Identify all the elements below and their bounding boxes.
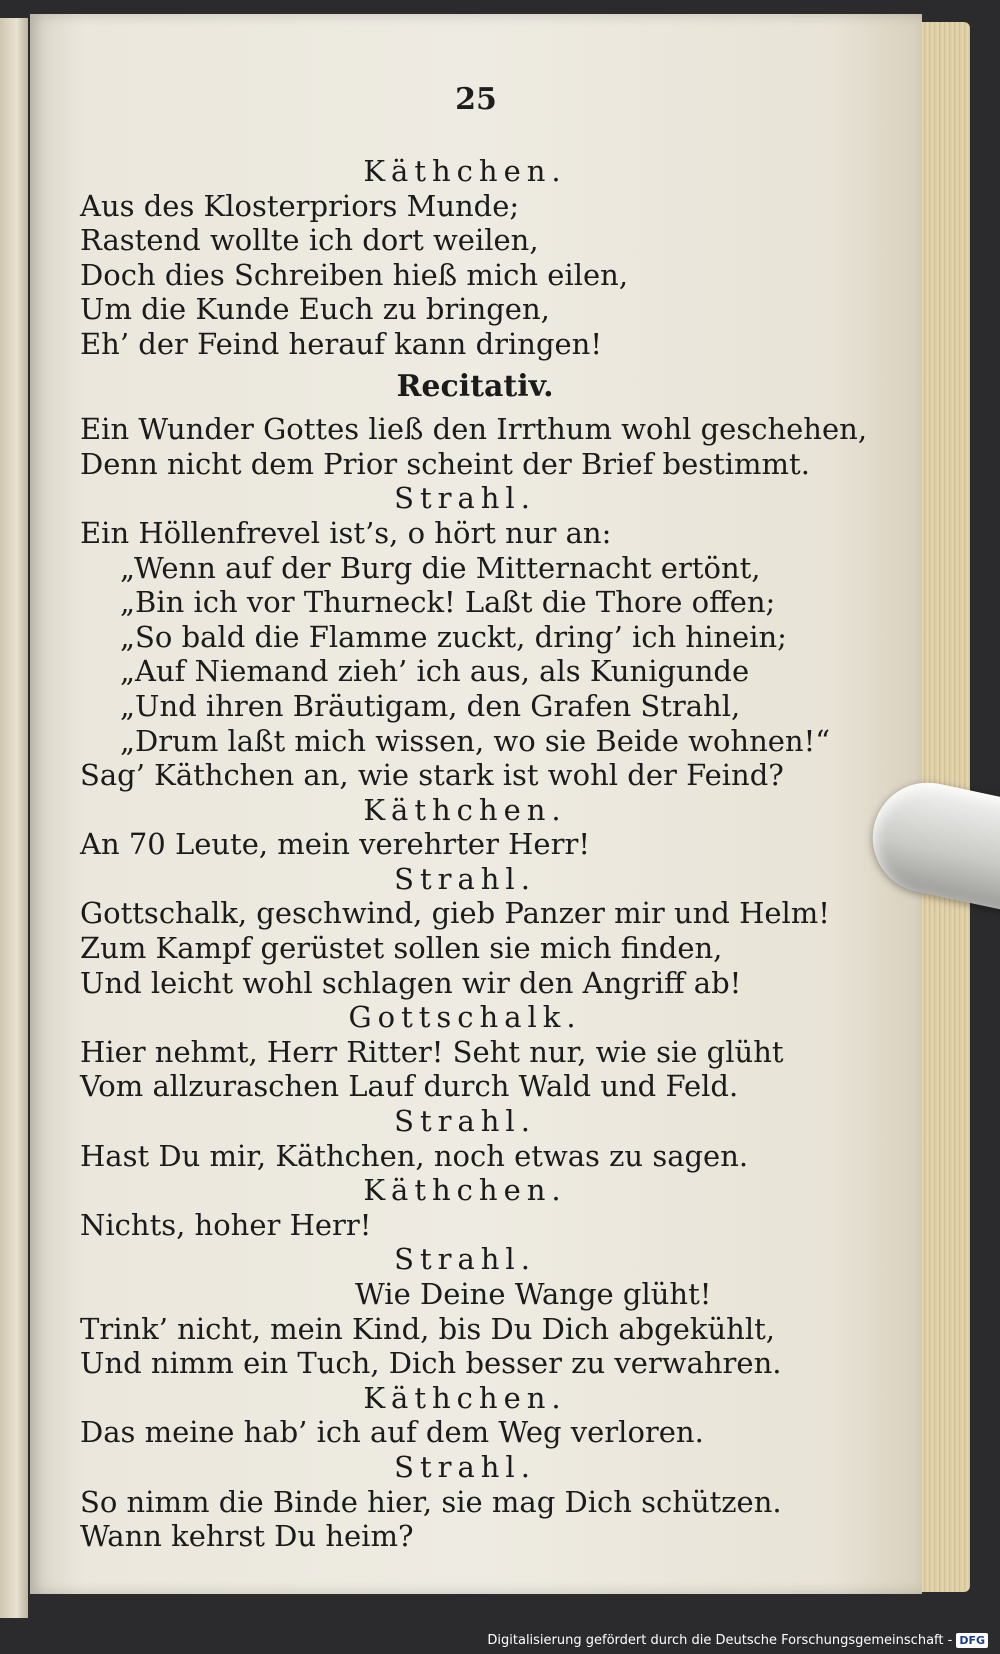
- verse-line: Hier nehmt, Herr Ritter! Seht nur, wie sie glüht: [80, 1034, 784, 1069]
- speaker-name: Strahl.: [394, 1104, 536, 1139]
- verse-line: Das meine hab’ ich auf dem Weg verloren.: [80, 1415, 704, 1450]
- verse-line: Eh’ der Feind herauf kann dringen!: [80, 326, 603, 361]
- footer-text: Digitalisierung gefördert durch die Deutsche Forschungsgemeinschaft -: [487, 1633, 953, 1648]
- verse-line: Vom allzuraschen Lauf durch Wald und Feld.: [80, 1069, 739, 1104]
- verse-line: An 70 Leute, mein verehrter Herr!: [80, 827, 590, 862]
- verse-line: Gottschalk, geschwind, gieb Panzer mir und Helm!: [80, 896, 830, 931]
- digitization-footer: [487, 1633, 988, 1648]
- speaker-name: Gottschalk.: [348, 1000, 582, 1035]
- verse-line: „Bin ich vor Thurneck! Laßt die Thore offen;: [120, 585, 776, 620]
- verse-line: Wann kehrst Du heim?: [80, 1519, 414, 1554]
- verse-line: „Und ihren Bräutigam, den Grafen Strahl,: [120, 688, 741, 723]
- text-body: [80, 154, 910, 1554]
- verse-line: Doch dies Schreiben hieß mich eilen,: [80, 257, 629, 292]
- verse-line: Rastend wollte ich dort weilen,: [80, 223, 539, 258]
- speaker-name: Käthchen.: [363, 1173, 567, 1208]
- dfg-logo: DFG: [956, 1633, 988, 1648]
- verse-line: So nimm die Binde hier, sie mag Dich schützen.: [80, 1484, 782, 1519]
- verse-line: „So bald die Flamme zuckt, dring’ ich hinein;: [120, 619, 787, 654]
- speaker-name: Strahl.: [394, 861, 536, 896]
- verse-line: Trink’ nicht, mein Kind, bis Du Dich abgekühlt,: [80, 1311, 775, 1346]
- verse-line: „Wenn auf der Burg die Mitternacht ertönt,: [120, 550, 761, 585]
- verse-line: Hast Du mir, Käthchen, noch etwas zu sagen.: [80, 1138, 749, 1173]
- verse-line: Um die Kunde Euch zu bringen,: [80, 292, 550, 327]
- section-heading: Recitativ.: [396, 368, 554, 404]
- verse-line: Nichts, hoher Herr!: [80, 1207, 372, 1242]
- verse-line: Ein Wunder Gottes ließ den Irrthum wohl geschehen,: [80, 412, 868, 447]
- speaker-name: Strahl.: [394, 1449, 536, 1484]
- page-number: 25: [455, 82, 497, 117]
- speaker-name: Käthchen.: [363, 792, 567, 827]
- speaker-name: Strahl.: [394, 1242, 536, 1277]
- verse-line: Denn nicht dem Prior scheint der Brief bestimmt.: [80, 446, 810, 481]
- verse-line: „Drum laßt mich wissen, wo sie Beide wohnen!“: [120, 723, 831, 758]
- verse-line: Aus des Klosterpriors Munde;: [80, 188, 520, 223]
- verse-line: Wie Deine Wange glüht!: [355, 1277, 712, 1311]
- verse-line: Und leicht wohl schlagen wir den Angriff ab!: [80, 965, 742, 1000]
- verse-line: Sag’ Käthchen an, wie stark ist wohl der Feind?: [80, 758, 784, 793]
- speaker-name: Käthchen.: [363, 1380, 567, 1415]
- verse-line: Ein Höllenfrevel ist’s, o hört nur an:: [80, 515, 612, 550]
- speaker-name: Käthchen.: [363, 154, 567, 188]
- verse-line: Zum Kampf gerüstet sollen sie mich finden,: [80, 931, 723, 966]
- adjacent-page-edge: [0, 18, 28, 1618]
- speaker-name: Strahl.: [394, 481, 536, 516]
- book-page: [30, 14, 922, 1594]
- verse-line: Und nimm ein Tuch, Dich besser zu verwahren.: [80, 1346, 782, 1381]
- verse-line: „Auf Niemand zieh’ ich aus, als Kunigunde: [120, 654, 750, 689]
